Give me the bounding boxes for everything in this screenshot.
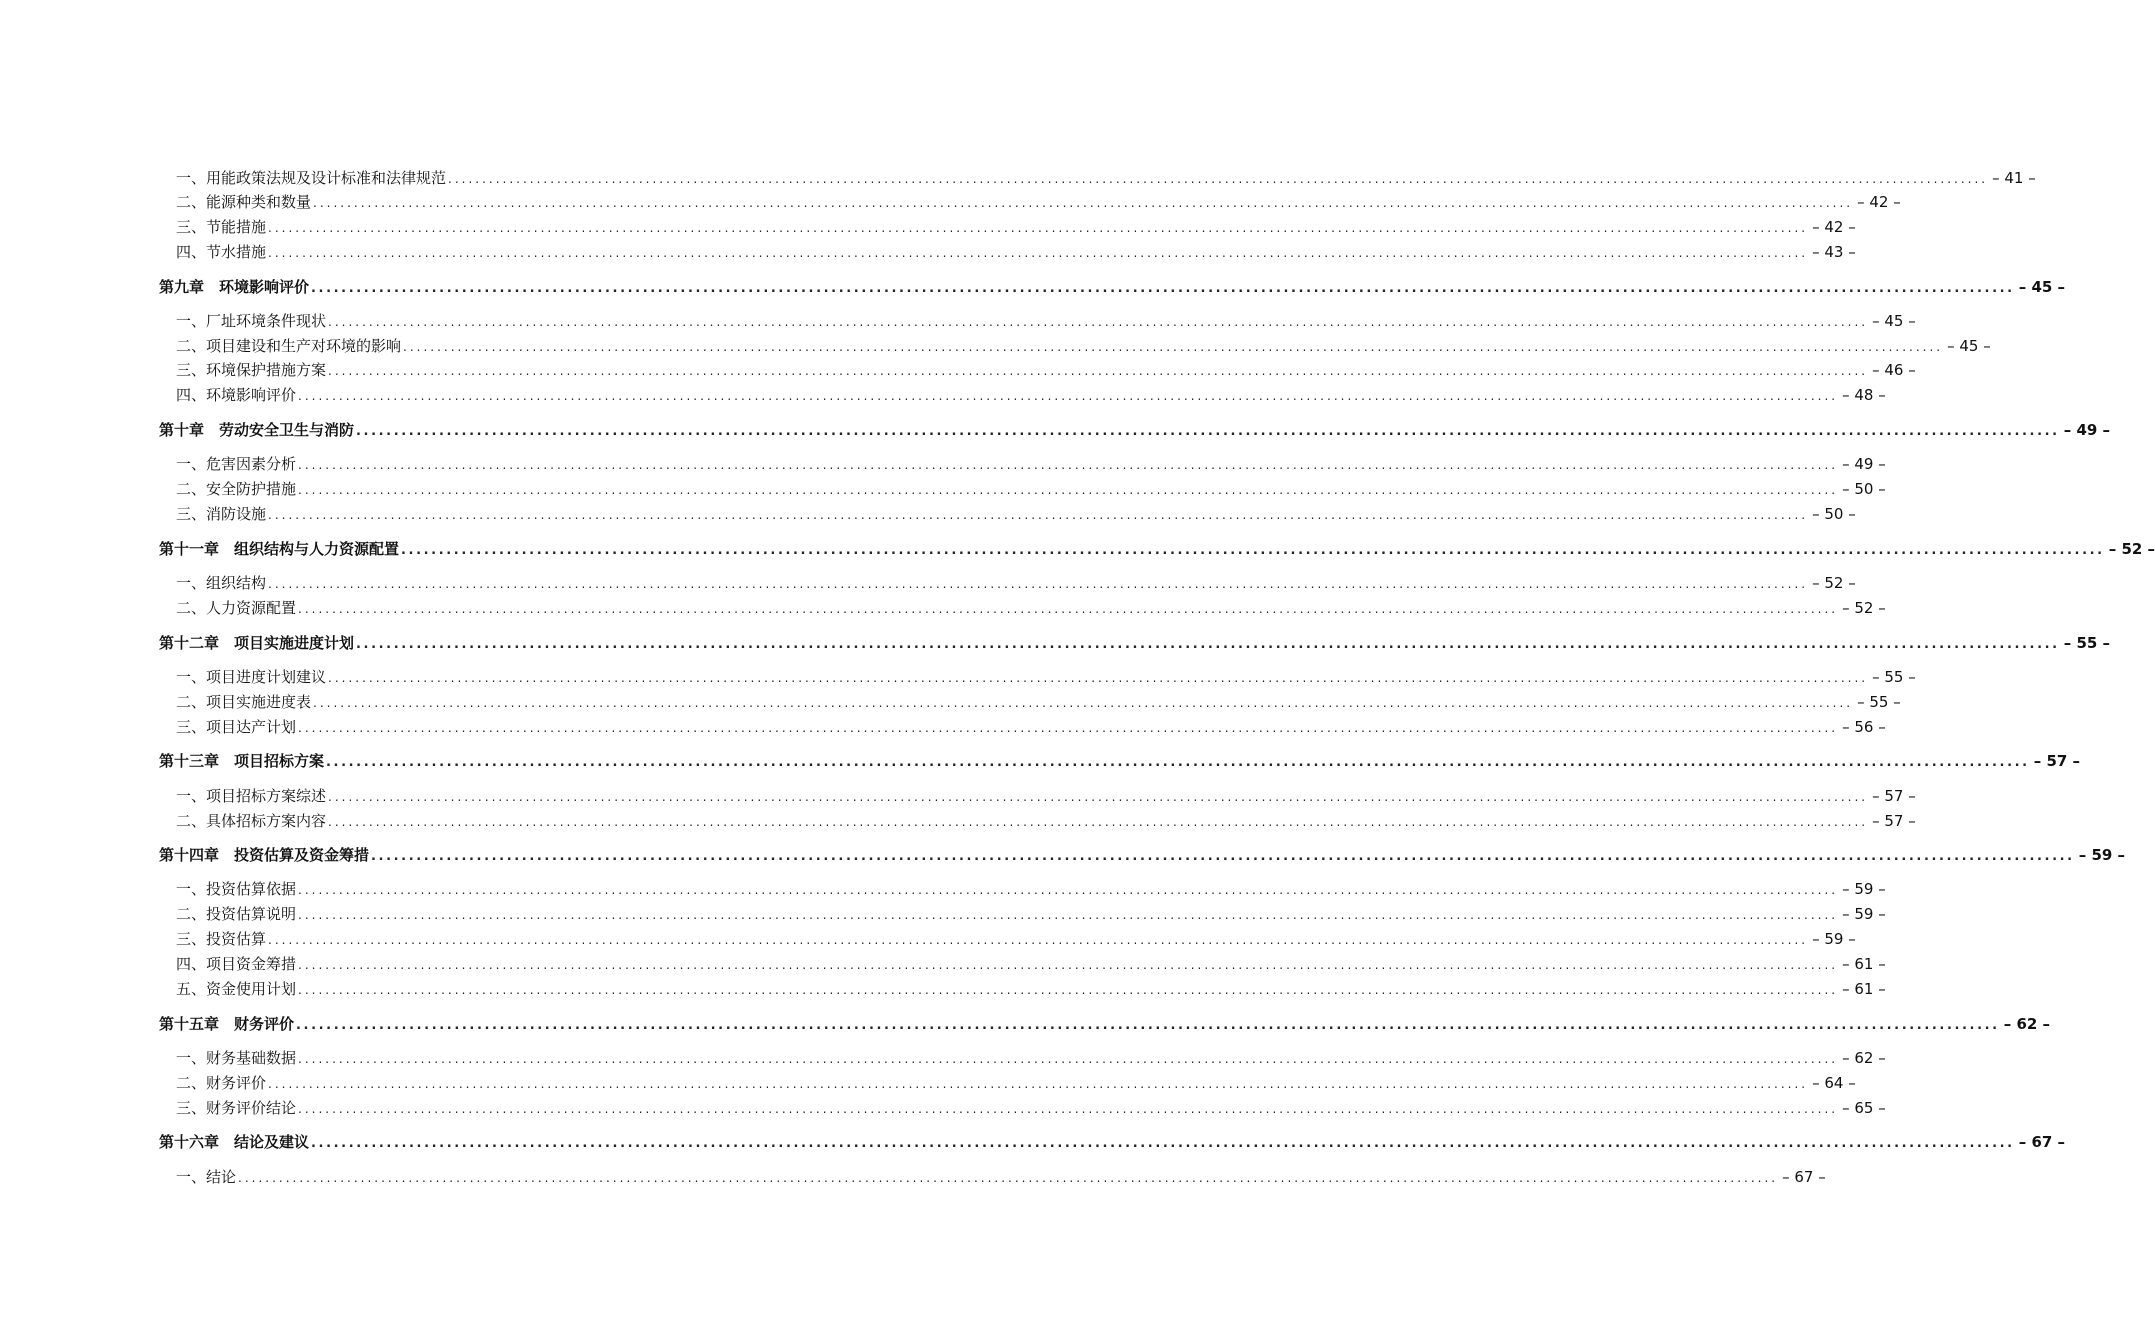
toc-section-entry[interactable] (176, 572, 1856, 594)
toc-entry-title: 三、财务评价结论 (176, 1099, 297, 1117)
toc-page-number: – 67 – (2018, 1133, 2066, 1151)
toc-page-number: – 45 – (2018, 278, 2066, 296)
toc-dot-leader: .................................................................................................................................................................................................................................. (403, 340, 1944, 354)
toc-page-number: – 57 – (2033, 752, 2081, 770)
toc-section-entry[interactable] (176, 216, 1856, 238)
toc-entry-title: 二、投资估算说明 (176, 905, 297, 923)
toc-entry-title: 第十三章 项目招标方案 (159, 752, 325, 770)
toc-entry-title: 一、项目招标方案综述 (176, 787, 327, 805)
toc-entry-title: 三、环境保护措施方案 (176, 361, 327, 379)
toc-section-entry[interactable] (176, 953, 1886, 975)
toc-dot-leader: .................................................................................................................................................................................................................................. (268, 508, 1809, 522)
toc-section-entry[interactable] (176, 1047, 1886, 1069)
toc-dot-leader: .................................................................................................................................................................................................................................. (313, 696, 1854, 710)
toc-page-number: – 59 – (1812, 930, 1856, 948)
toc-page-number: – 41 – (1992, 169, 2036, 187)
toc-dot-leader: .................................................................................................................................................................................................................................. (328, 790, 1869, 804)
toc-section-entry[interactable] (176, 191, 1901, 213)
toc-page-number: – 57 – (1872, 812, 1916, 830)
toc-dot-leader: .................................................................................................................................................................................................................................. (268, 933, 1809, 947)
toc-section-entry[interactable] (176, 453, 1886, 475)
toc-page-number: – 55 – (1857, 693, 1901, 711)
toc-chapter-entry[interactable] (159, 276, 2066, 298)
toc-entry-title: 二、能源种类和数量 (176, 193, 312, 211)
toc-page-number: – 59 – (2078, 846, 2126, 864)
toc-chapter-entry[interactable] (159, 538, 2155, 560)
toc-dot-leader: .................................................................................................................................................................................................................................. (298, 883, 1839, 897)
toc-page-number: – 42 – (1812, 218, 1856, 236)
toc-entry-title: 三、项目达产计划 (176, 718, 297, 736)
toc-dot-leader: .................................................................................................................................................................................................................................. (268, 1077, 1809, 1091)
toc-dot-leader: .................................................................................................................................................................................................................................. (298, 908, 1839, 922)
toc-entry-title: 第九章 环境影响评价 (159, 278, 310, 296)
toc-dot-leader: .................................................................................................................................................................................................................................. (298, 1052, 1839, 1066)
toc-dot-leader: .................................................................................................................................................................................................................................. (328, 364, 1869, 378)
toc-chapter-entry[interactable] (159, 1013, 2051, 1035)
toc-entry-title: 二、安全防护措施 (176, 480, 297, 498)
toc-dot-leader: .................................................................................................................................................................................................................................. (328, 315, 1869, 329)
toc-entry-title: 一、结论 (176, 1168, 237, 1186)
toc-section-entry[interactable] (176, 503, 1856, 525)
toc-entry-title: 第十一章 组织结构与人力资源配置 (159, 540, 400, 558)
toc-page-number: – 49 – (2063, 421, 2111, 439)
toc-entry-title: 四、环境影响评价 (176, 386, 297, 404)
toc-page-number: – 59 – (1842, 880, 1886, 898)
toc-page-number: – 62 – (1842, 1049, 1886, 1067)
toc-section-entry[interactable] (176, 666, 1916, 688)
toc-page-number: – 46 – (1872, 361, 1916, 379)
toc-entry-title: 第十六章 结论及建议 (159, 1133, 310, 1151)
toc-entry-title: 一、财务基础数据 (176, 1049, 297, 1067)
toc-entry-title: 一、投资估算依据 (176, 880, 297, 898)
toc-section-entry[interactable] (176, 359, 1916, 381)
toc-page-number: – 61 – (1842, 980, 1886, 998)
toc-entry-title: 第十四章 投资估算及资金筹措 (159, 846, 370, 864)
toc-page-number: – 50 – (1812, 505, 1856, 523)
toc-section-entry[interactable] (176, 1072, 1856, 1094)
toc-dot-leader: .................................................................................................................................................................................................................................. (298, 958, 1839, 972)
toc-dot-leader: .................................................................................................................................................................................................................................. (298, 483, 1839, 497)
toc-dot-leader: .................................................................................................................................................................................................................................. (311, 281, 2015, 296)
toc-page-number: – 45 – (1947, 337, 1991, 355)
toc-entry-title: 一、用能政策法规及设计标准和法律规范 (176, 169, 447, 187)
toc-page-number: – 45 – (1872, 312, 1916, 330)
toc-page-number: – 57 – (1872, 787, 1916, 805)
toc-section-entry[interactable] (176, 810, 1916, 832)
toc-dot-leader: .................................................................................................................................................................................................................................. (298, 1102, 1839, 1116)
toc-section-entry[interactable] (176, 691, 1901, 713)
toc-dot-leader: .................................................................................................................................................................................................................................. (313, 196, 1854, 210)
toc-dot-leader: .................................................................................................................................................................................................................................. (448, 172, 1989, 186)
toc-entry-title: 二、项目实施进度表 (176, 693, 312, 711)
toc-section-entry[interactable] (176, 903, 1886, 925)
toc-entry-title: 第十五章 财务评价 (159, 1015, 295, 1033)
toc-page-number: – 55 – (2063, 634, 2111, 652)
toc-page-number: – 43 – (1812, 243, 1856, 261)
toc-dot-leader: .................................................................................................................................................................................................................................. (401, 543, 2105, 558)
toc-dot-leader: .................................................................................................................................................................................................................................. (311, 1136, 2015, 1151)
toc-section-entry[interactable] (176, 785, 1916, 807)
toc-dot-leader: .................................................................................................................................................................................................................................. (268, 577, 1809, 591)
toc-page-number: – 55 – (1872, 668, 1916, 686)
toc-page-number: – 42 – (1857, 193, 1901, 211)
toc-page-number: – 61 – (1842, 955, 1886, 973)
toc-section-entry[interactable] (176, 1097, 1886, 1119)
toc-chapter-entry[interactable] (159, 750, 2081, 772)
toc-dot-leader: .................................................................................................................................................................................................................................. (238, 1171, 1779, 1185)
toc-chapter-entry[interactable] (159, 1131, 2066, 1153)
toc-entry-title: 一、项目进度计划建议 (176, 668, 327, 686)
toc-entry-title: 一、危害因素分析 (176, 455, 297, 473)
toc-dot-leader: .................................................................................................................................................................................................................................. (326, 755, 2030, 770)
toc-chapter-entry[interactable] (159, 632, 2111, 654)
toc-page-number: – 52 – (1842, 599, 1886, 617)
toc-section-entry[interactable] (176, 716, 1886, 738)
toc-entry-title: 二、具体招标方案内容 (176, 812, 327, 830)
toc-page-number: – 52 – (1812, 574, 1856, 592)
toc-dot-leader: .................................................................................................................................................................................................................................. (268, 246, 1809, 260)
toc-section-entry[interactable] (176, 1166, 1826, 1188)
toc-dot-leader: .................................................................................................................................................................................................................................. (328, 815, 1869, 829)
toc-page-number: – 50 – (1842, 480, 1886, 498)
toc-section-entry[interactable] (176, 478, 1886, 500)
toc-dot-leader: .................................................................................................................................................................................................................................. (298, 721, 1839, 735)
toc-section-entry[interactable] (176, 167, 2036, 189)
toc-entry-title: 第十章 劳动安全卫生与消防 (159, 421, 355, 439)
toc-page-number: – 56 – (1842, 718, 1886, 736)
toc-section-entry[interactable] (176, 878, 1886, 900)
toc-entry-title: 二、人力资源配置 (176, 599, 297, 617)
toc-page-number: – 64 – (1812, 1074, 1856, 1092)
toc-dot-leader: .................................................................................................................................................................................................................................. (356, 637, 2060, 652)
toc-page-number: – 52 – (2108, 540, 2155, 558)
toc-entry-title: 三、投资估算 (176, 930, 267, 948)
toc-page-number: – 67 – (1782, 1168, 1826, 1186)
toc-entry-title: 第十二章 项目实施进度计划 (159, 634, 355, 652)
toc-page-number: – 59 – (1842, 905, 1886, 923)
toc-page-number: – 65 – (1842, 1099, 1886, 1117)
toc-entry-title: 一、组织结构 (176, 574, 267, 592)
toc-dot-leader: .................................................................................................................................................................................................................................. (356, 424, 2060, 439)
toc-dot-leader: .................................................................................................................................................................................................................................. (298, 458, 1839, 472)
toc-chapter-entry[interactable] (159, 419, 2111, 441)
toc-page-number: – 48 – (1842, 386, 1886, 404)
toc-dot-leader: .................................................................................................................................................................................................................................. (298, 389, 1839, 403)
toc-section-entry[interactable] (176, 241, 1856, 263)
toc-dot-leader: .................................................................................................................................................................................................................................. (328, 671, 1869, 685)
toc-dot-leader: .................................................................................................................................................................................................................................. (371, 849, 2075, 864)
toc-section-entry[interactable] (176, 978, 1886, 1000)
toc-chapter-entry[interactable] (159, 844, 2126, 866)
toc-entry-title: 二、项目建设和生产对环境的影响 (176, 337, 402, 355)
toc-section-entry[interactable] (176, 597, 1886, 619)
toc-entry-title: 三、节能措施 (176, 218, 267, 236)
toc-section-entry[interactable] (176, 928, 1856, 950)
toc-entry-title: 四、项目资金筹措 (176, 955, 297, 973)
toc-section-entry[interactable] (176, 310, 1916, 332)
toc-entry-title: 三、消防设施 (176, 505, 267, 523)
toc-entry-title: 一、厂址环境条件现状 (176, 312, 327, 330)
toc-page-number: – 49 – (1842, 455, 1886, 473)
toc-entry-title: 五、资金使用计划 (176, 980, 297, 998)
toc-dot-leader: .................................................................................................................................................................................................................................. (298, 602, 1839, 616)
toc-section-entry[interactable] (176, 384, 1886, 406)
toc-dot-leader: .................................................................................................................................................................................................................................. (296, 1018, 2000, 1033)
toc-entry-title: 二、财务评价 (176, 1074, 267, 1092)
toc-entry-title: 四、节水措施 (176, 243, 267, 261)
toc-page-number: – 62 – (2003, 1015, 2051, 1033)
toc-dot-leader: .................................................................................................................................................................................................................................. (268, 221, 1809, 235)
toc-section-entry[interactable] (176, 335, 1991, 357)
toc-dot-leader: .................................................................................................................................................................................................................................. (298, 983, 1839, 997)
